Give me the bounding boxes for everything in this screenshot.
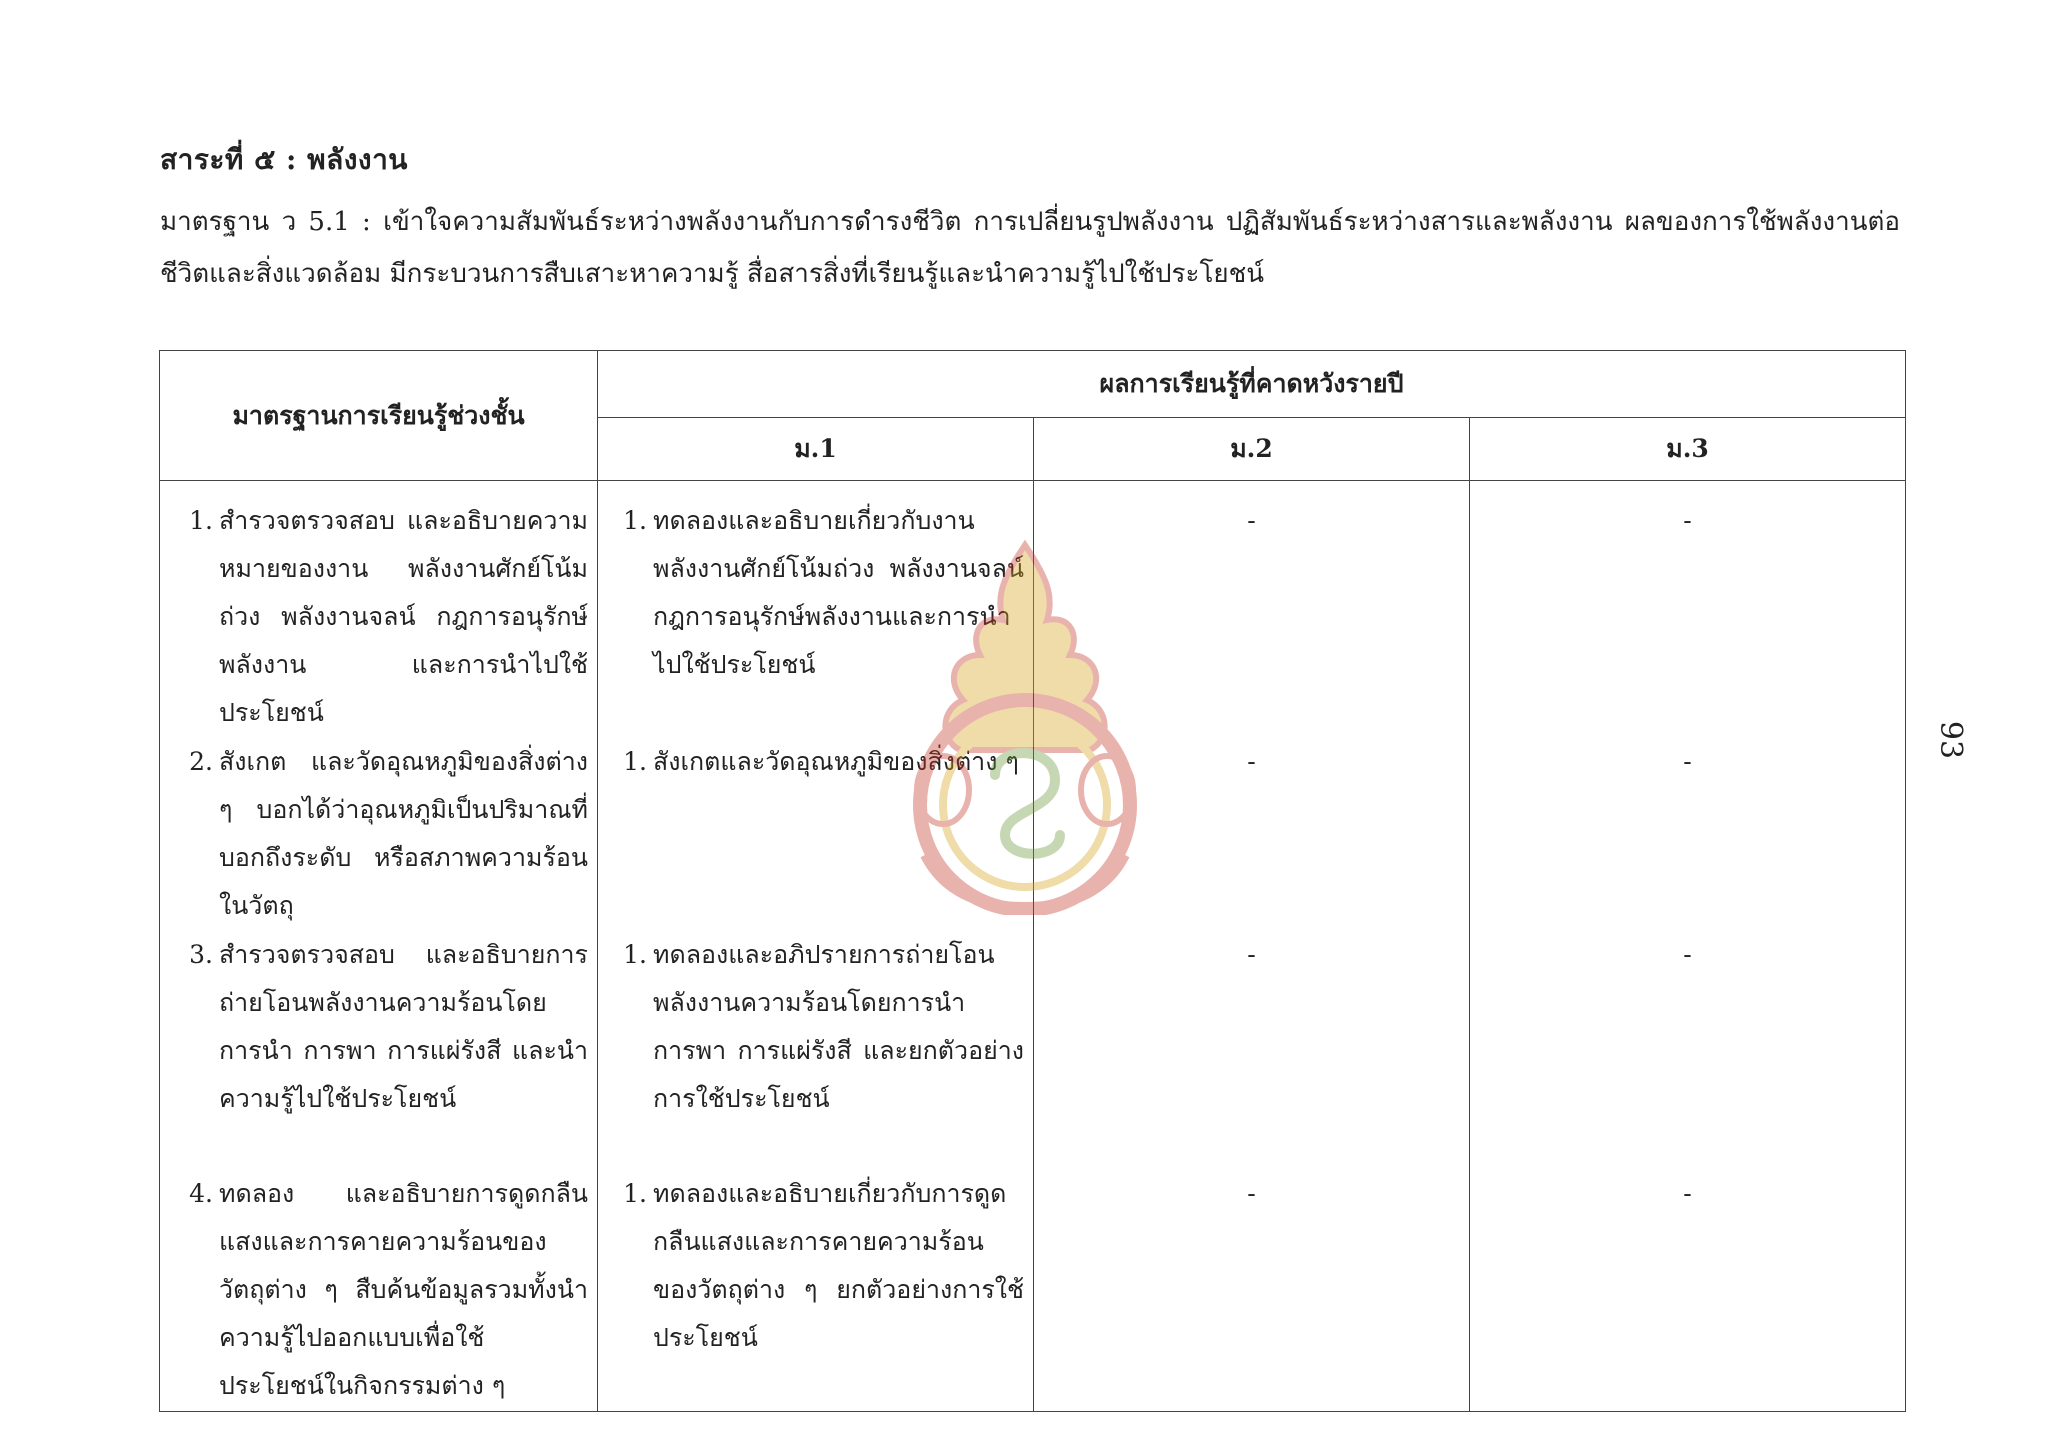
table-row: [160, 481, 1906, 739]
header-grade-m2: ม.2: [1034, 418, 1470, 481]
standard-description: มาตรฐาน ว 5.1 : เข้าใจความสัมพันธ์ระหว่างพลังงานกับการดำรงชีวิต การเปลี่ยนรูปพลังงาน ปฏิสัมพันธ์ระหว่างสารและพลังงาน ผลของการใช้พลังงานต่อชีวิตและสิ่งแวดล้อม มีกระบวนการสืบเสาะหาความรู้ สื่อสารสิ่งที่เรียนรู้และนำความรู้ไปใช้ประโยชน์: [160, 207, 1900, 289]
header-expected-outcomes: ผลการเรียนรู้ที่คาดหวังรายปี: [598, 351, 1906, 418]
header-grade-m3: ม.3: [1470, 418, 1906, 481]
header-grade-m1: ม.1: [598, 418, 1034, 481]
item-number: 1.: [623, 1179, 647, 1208]
empty-dash: -: [1247, 506, 1256, 535]
m2-cell: [1034, 931, 1470, 1170]
m3-cell: [1470, 931, 1906, 1170]
m2-cell: [1034, 1170, 1470, 1412]
empty-dash: -: [1683, 940, 1692, 969]
item-text: ทดลอง และอธิบายการดูดกลืนแสงและการคายความร้อนของวัตถุต่าง ๆ สืบค้นข้อมูลรวมทั้งนำความรู้ไปออกแบบเพื่อใช้ประโยชน์ในกิจกรรมต่าง ๆ: [219, 1179, 588, 1400]
m1-cell: [598, 1170, 1034, 1412]
empty-dash: -: [1683, 1179, 1692, 1208]
item-text: ทดลองและอธิบายเกี่ยวกับการดูดกลืนแสงและการคายความร้อนของวัตถุต่าง ๆ ยกตัวอย่างการใช้ประโยชน์: [653, 1179, 1024, 1352]
m1-cell: [598, 931, 1034, 1170]
item-text: สำรวจตรวจสอบ และอธิบายความหมายของงาน พลังงานศักย์โน้มถ่วง พลังงานจลน์ กฎการอนุรักษ์พลังงาน และการนำไปใช้ประโยชน์: [219, 506, 588, 727]
m3-cell: [1470, 1170, 1906, 1412]
m2-cell: [1034, 738, 1470, 931]
item-number: 1.: [623, 747, 647, 776]
m3-cell: [1470, 481, 1906, 739]
item-number: 4.: [189, 1179, 213, 1208]
m3-cell: [1470, 738, 1906, 931]
standard-cell: [160, 931, 598, 1170]
empty-dash: -: [1683, 747, 1692, 776]
table-row: [160, 1170, 1906, 1412]
empty-dash: -: [1683, 506, 1692, 535]
empty-dash: -: [1247, 940, 1256, 969]
standard-cell: [160, 1170, 598, 1412]
standard-cell: [160, 481, 598, 739]
item-number: 3.: [189, 940, 213, 969]
item-number: 2.: [189, 747, 213, 776]
table-row: [160, 931, 1906, 1170]
strand-title: สาระที่ ๕ : พลังงาน: [160, 143, 408, 176]
item-number: 1.: [189, 506, 213, 535]
empty-dash: -: [1247, 1179, 1256, 1208]
m1-cell: [598, 481, 1034, 739]
item-text: สำรวจตรวจสอบ และอธิบายการถ่ายโอนพลังงานความร้อนโดยการนำ การพา การแผ่รังสี และนำความรู้ไปใช้ประโยชน์: [219, 940, 588, 1113]
item-text: สังเกต และวัดอุณหภูมิของสิ่งต่าง ๆ บอกได้ว่าอุณหภูมิเป็นปริมาณที่บอกถึงระดับ หรือสภาพความร้อนในวัตถุ: [219, 747, 588, 920]
item-text: ทดลองและอภิปรายการถ่ายโอนพลังงานความร้อนโดยการนำ การพา การแผ่รังสี และยกตัวอย่างการใช้ประโยชน์: [653, 940, 1024, 1113]
standard-cell: [160, 738, 598, 931]
page-number: 93: [1933, 720, 1968, 760]
empty-dash: -: [1247, 747, 1256, 776]
item-number: 1.: [623, 506, 647, 535]
item-text: ทดลองและอธิบายเกี่ยวกับงาน พลังงานศักย์โน้มถ่วง พลังงานจลน์ กฎการอนุรักษ์พลังงานและการนำไปใช้ประโยชน์: [653, 506, 1024, 679]
item-text: สังเกตและวัดอุณหภูมิของสิ่งต่าง ๆ: [653, 747, 1019, 776]
m1-cell: [598, 738, 1034, 931]
curriculum-table: [159, 350, 1906, 1412]
m2-cell: [1034, 481, 1470, 739]
table-row: [160, 738, 1906, 931]
header-standard: มาตรฐานการเรียนรู้ช่วงชั้น: [160, 351, 598, 481]
item-number: 1.: [623, 940, 647, 969]
